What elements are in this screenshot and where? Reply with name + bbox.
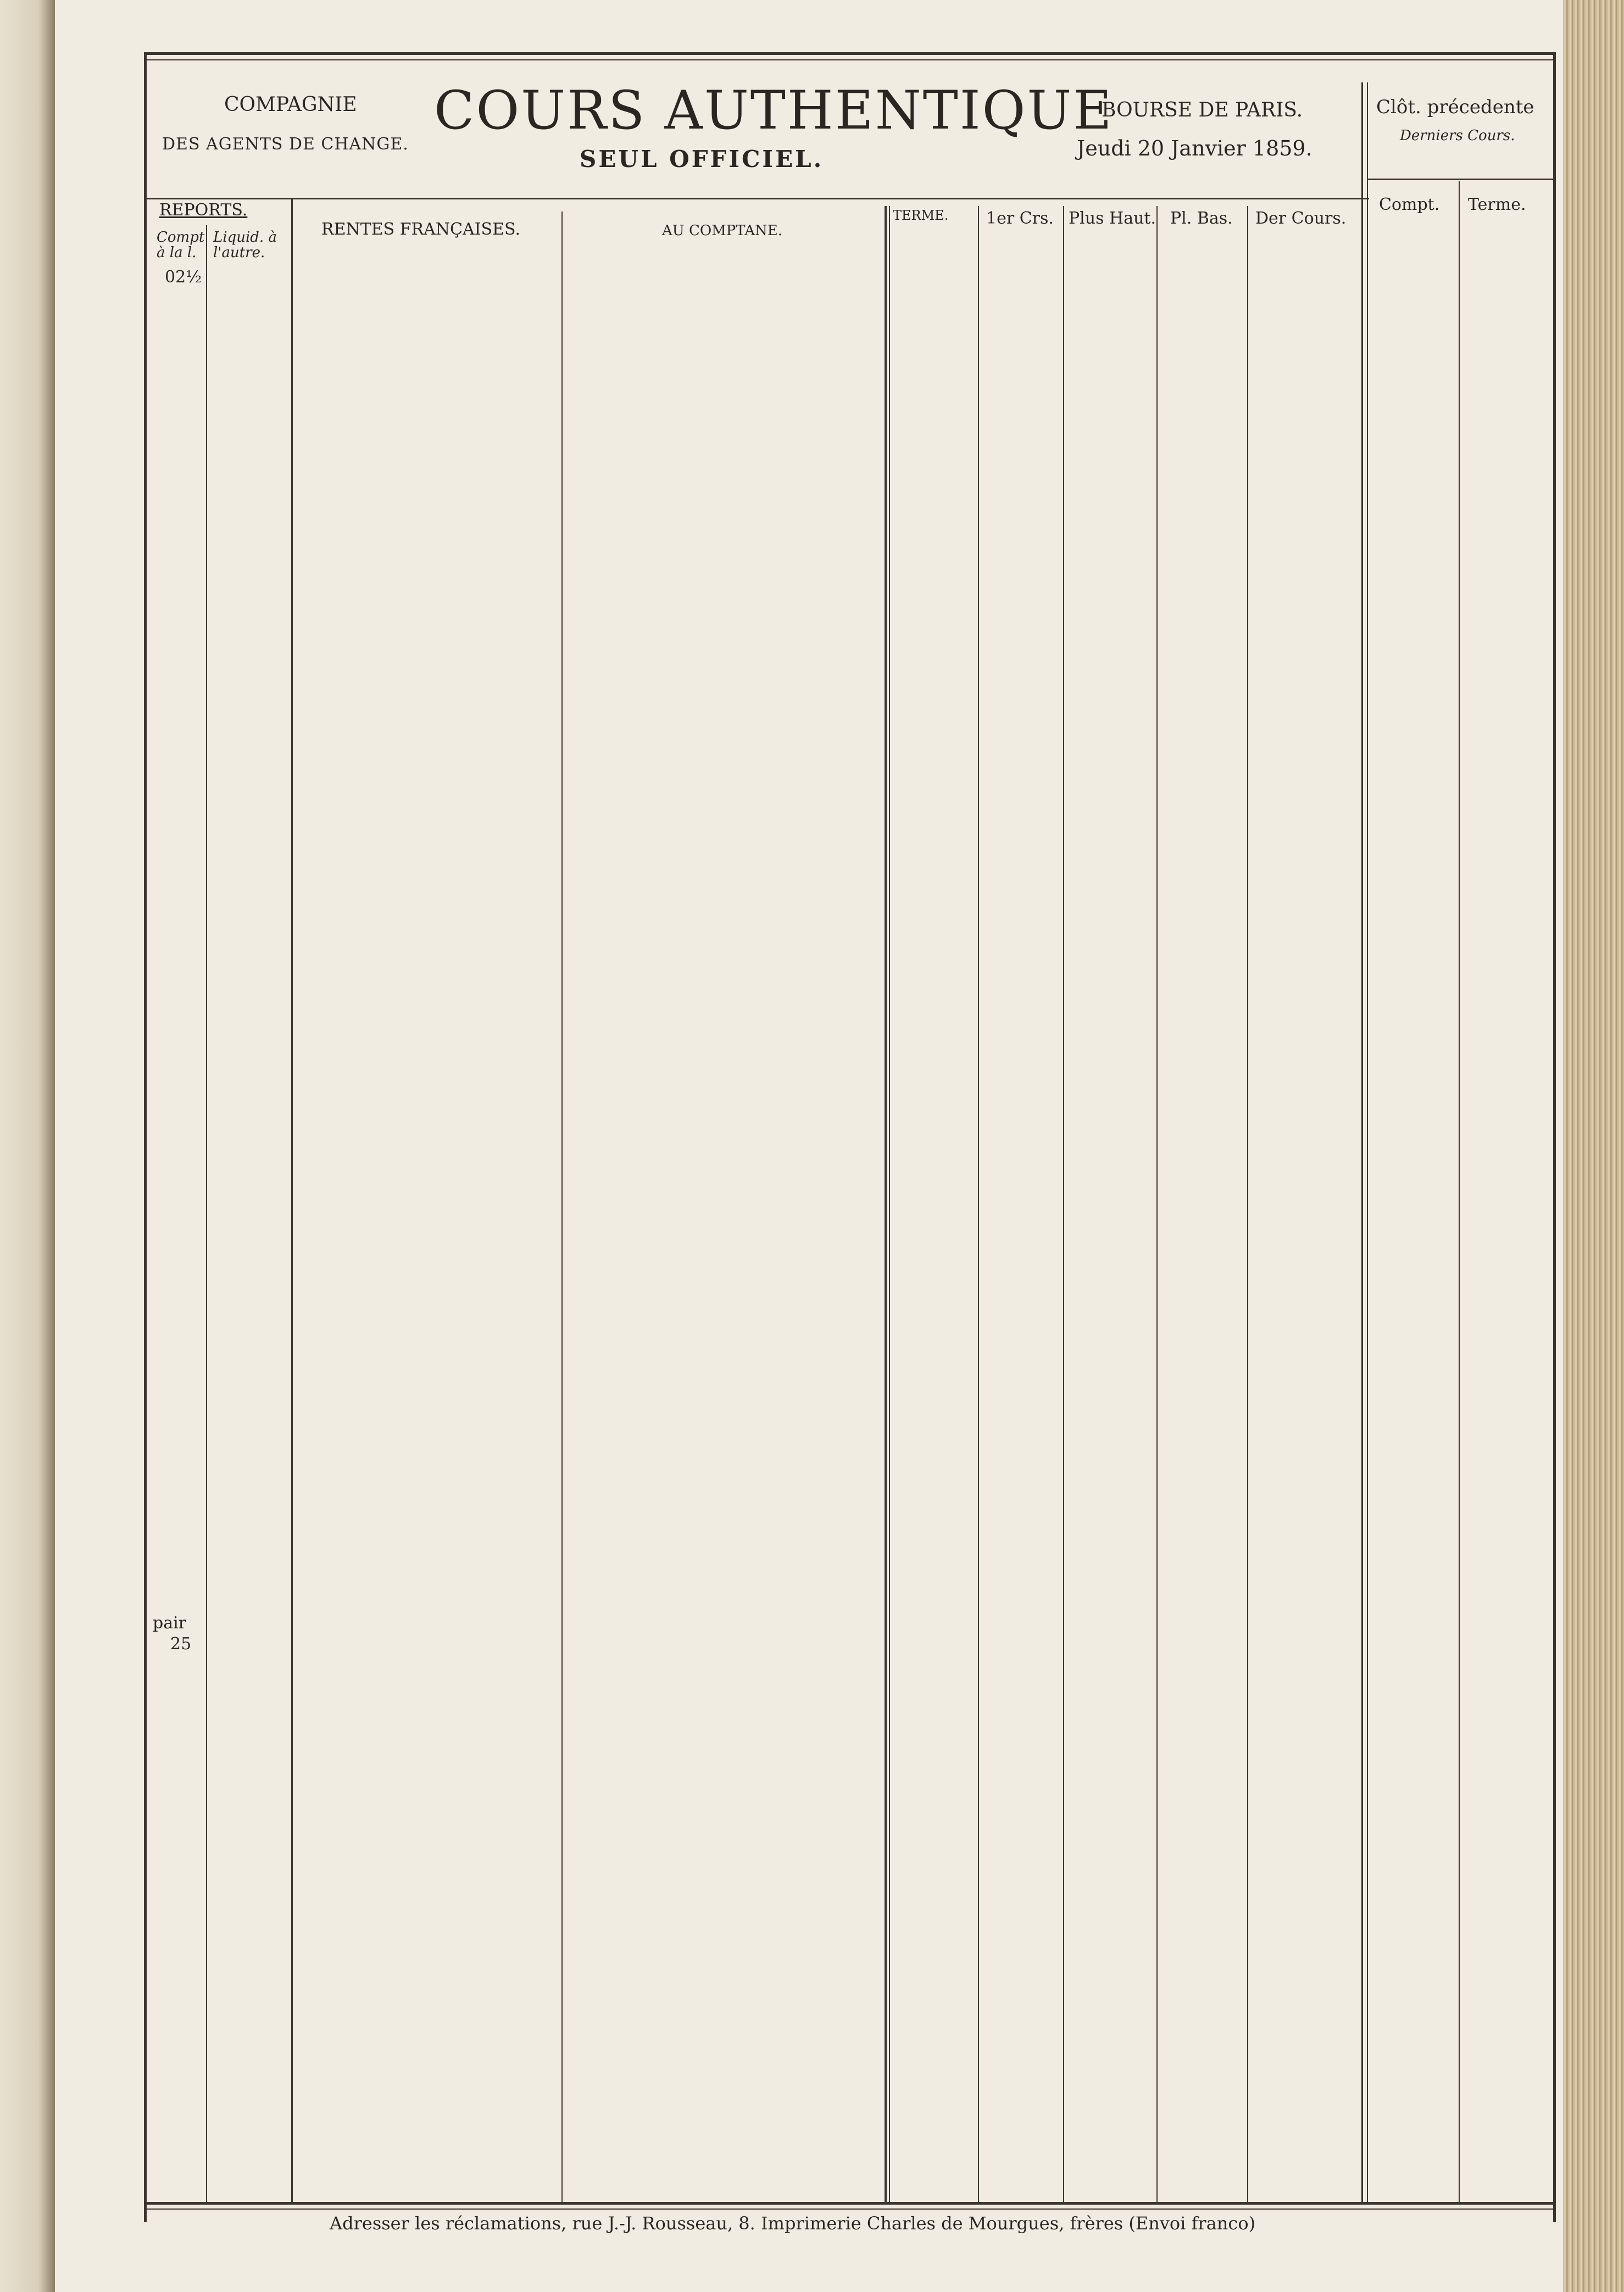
col-head-terme: TERME. <box>893 208 949 223</box>
col-rule-names <box>291 199 293 2202</box>
col-rule-bas <box>1156 206 1158 2202</box>
col-rule-terme2 <box>889 206 890 2202</box>
frame-bottom <box>144 2202 1556 2205</box>
reports-compt-label: Compt à la l. <box>157 229 205 261</box>
frame-left <box>144 52 147 2222</box>
page-stack-edges <box>1563 0 1624 2292</box>
header-rule <box>144 198 1369 199</box>
cloture-label: Clôt. précedente <box>1376 96 1534 118</box>
quotation-sheet <box>55 0 1563 2292</box>
footer-note: Adresser les réclamations, rue J.-J. Rousseau, 8. Imprimerie Charles de Mourgues, frères (Envoi franco) <box>330 2213 1256 2234</box>
col-head-rentes: RENTES FRANÇAISES. <box>321 220 520 239</box>
session-date: Jeudi 20 Janvier 1859. <box>1077 136 1312 160</box>
left-page-edge <box>0 0 55 2292</box>
col-head-dernier: Der Cours. <box>1255 209 1347 228</box>
col-head-premier: 1er Crs. <box>986 209 1054 228</box>
col-rule-terme <box>885 206 887 2202</box>
frame-bottom-thin <box>144 2208 1556 2210</box>
company-line1: COMPAGNIE <box>224 93 357 116</box>
report-pair-value: 25 <box>170 1634 192 1654</box>
col-rule-cloture <box>1361 82 1363 2202</box>
col-rule-cloture2 <box>1367 82 1368 2202</box>
report-pair: pair <box>153 1614 187 1633</box>
frame-top-thin <box>144 59 1556 60</box>
reports-label: REPORTS. <box>159 201 248 220</box>
page-subtitle: SEUL OFFICIEL. <box>580 146 824 173</box>
col-rule-compt-terme <box>1459 181 1460 2202</box>
reports-liquid-label: Liquid. à l'autre. <box>213 229 277 261</box>
frame-right <box>1553 52 1556 2222</box>
col-rule-dernier <box>1247 206 1248 2202</box>
report-value: 02½ <box>165 268 202 287</box>
col-rule-reports <box>206 225 207 2203</box>
company-line2: DES AGENTS DE CHANGE. <box>162 135 409 154</box>
col-head-comptant: AU COMPTANE. <box>662 222 782 239</box>
bourse-label: BOURSE DE PARIS. <box>1102 99 1303 121</box>
col-head-bas: Pl. Bas. <box>1170 209 1233 228</box>
frame-top <box>144 52 1556 55</box>
cloture-rule <box>1368 179 1555 180</box>
col-head-compt: Compt. <box>1379 195 1440 214</box>
derniers-cours-label: Derniers Cours. <box>1400 127 1515 144</box>
col-rule-haut <box>1063 206 1064 2202</box>
page-title: COURS AUTHENTIQUE <box>434 80 1114 141</box>
col-head-terme2: Terme. <box>1468 195 1526 214</box>
col-rule-premier <box>978 206 979 2202</box>
col-head-haut: Plus Haut. <box>1069 209 1156 228</box>
col-rule-comptant <box>561 212 563 2202</box>
